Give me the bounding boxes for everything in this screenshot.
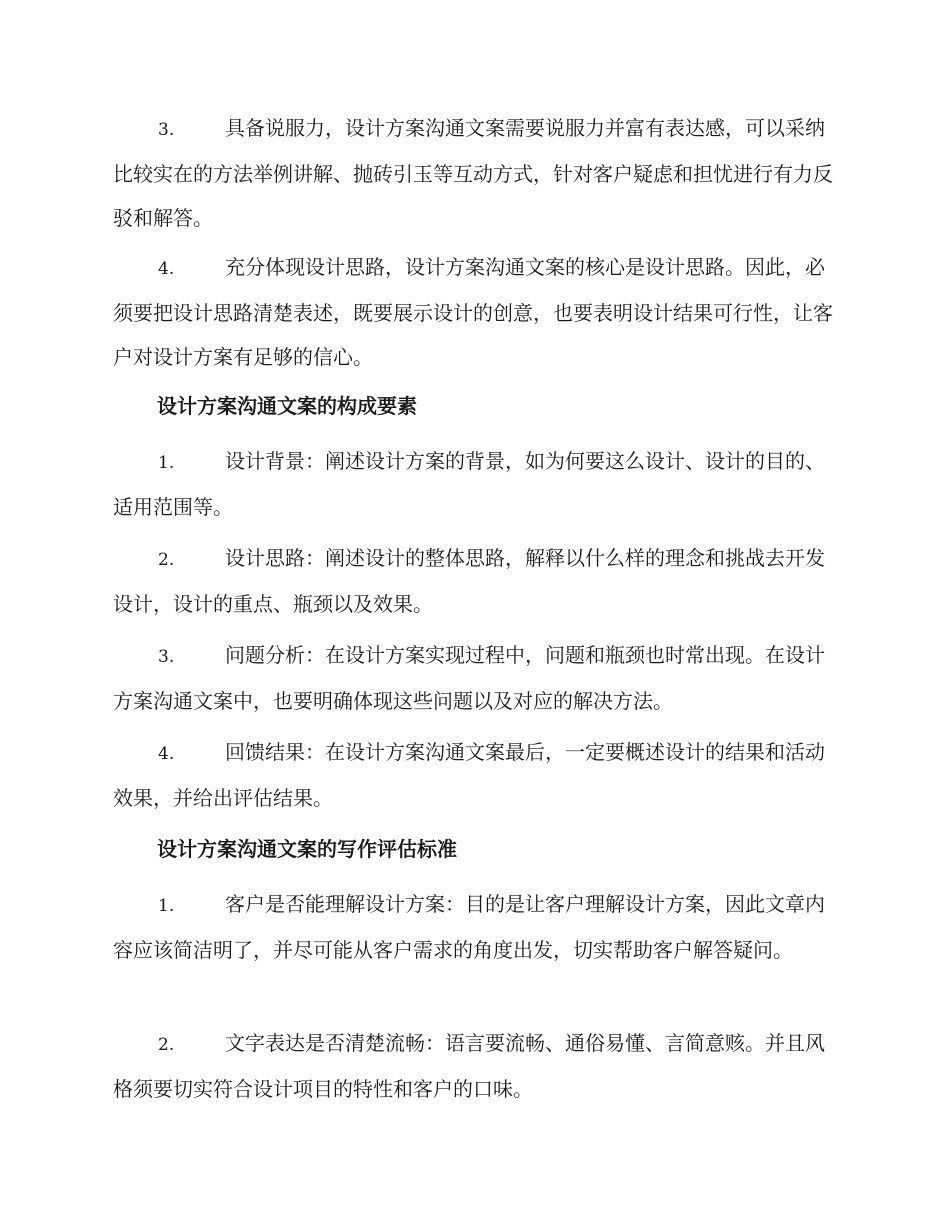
list-item bbox=[113, 730, 835, 820]
list-item-text: 回馈结果：在设计方案沟通文案最后，一定要概述设计的结果和活动效果，并给出评估结果。 bbox=[113, 740, 825, 810]
list-item-text: 具备说服力，设计方案沟通文案需要说服力并富有表达感，可以采纳比较实在的方法举例讲解、抛砖引玉等互动方式，针对客户疑虑和担忧进行有力反驳和解答。 bbox=[113, 116, 833, 230]
section-heading-components: 设计方案沟通文案的构成要素 bbox=[157, 394, 417, 418]
section-heading-evaluation: 设计方案沟通文案的写作评估标准 bbox=[157, 837, 457, 861]
list-item-number: 2. bbox=[158, 1035, 175, 1055]
list-item-number: 4. bbox=[158, 744, 175, 764]
list-item-number: 3. bbox=[158, 120, 175, 140]
list-item bbox=[113, 245, 835, 379]
list-item-text: 客户是否能理解设计方案：目的是让客户理解设计方案，因此文章内容应该简洁明了，并尽可能从客户需求的角度出发，切实帮助客户解答疑问。 bbox=[113, 892, 825, 962]
list-item bbox=[113, 1021, 835, 1111]
list-item-text: 设计背景：阐述设计方案的背景，如为何要这么设计、设计的目的、适用范围等。 bbox=[113, 449, 825, 519]
list-item bbox=[113, 106, 835, 240]
list-item-number: 1. bbox=[158, 453, 175, 473]
list-item-text: 设计思路：阐述设计的整体思路，解释以什么样的理念和挑战去开发设计，设计的重点、瓶颈以及效果。 bbox=[113, 546, 825, 616]
list-item-text: 问题分析：在设计方案实现过程中，问题和瓶颈也时常出现。在设计方案沟通文案中，也要明确体现这些问题以及对应的解决方法。 bbox=[113, 643, 825, 713]
list-item bbox=[113, 536, 835, 626]
list-item-number: 3. bbox=[158, 647, 175, 667]
list-item-number: 1. bbox=[158, 896, 175, 916]
list-item bbox=[113, 633, 835, 723]
list-item bbox=[113, 882, 835, 972]
list-item-text: 文字表达是否清楚流畅：语言要流畅、通俗易懂、言简意赅。并且风格须要切实符合设计项目的特性和客户的口味。 bbox=[113, 1031, 825, 1101]
list-item-number: 2. bbox=[158, 550, 175, 570]
list-item-text: 充分体现设计思路，设计方案沟通文案的核心是设计思路。因此，必须要把设计思路清楚表述，既要展示设计的创意，也要表明设计结果可行性，让客户对设计方案有足够的信心。 bbox=[113, 255, 833, 369]
list-item-number: 4. bbox=[158, 259, 175, 279]
list-item bbox=[113, 439, 835, 529]
